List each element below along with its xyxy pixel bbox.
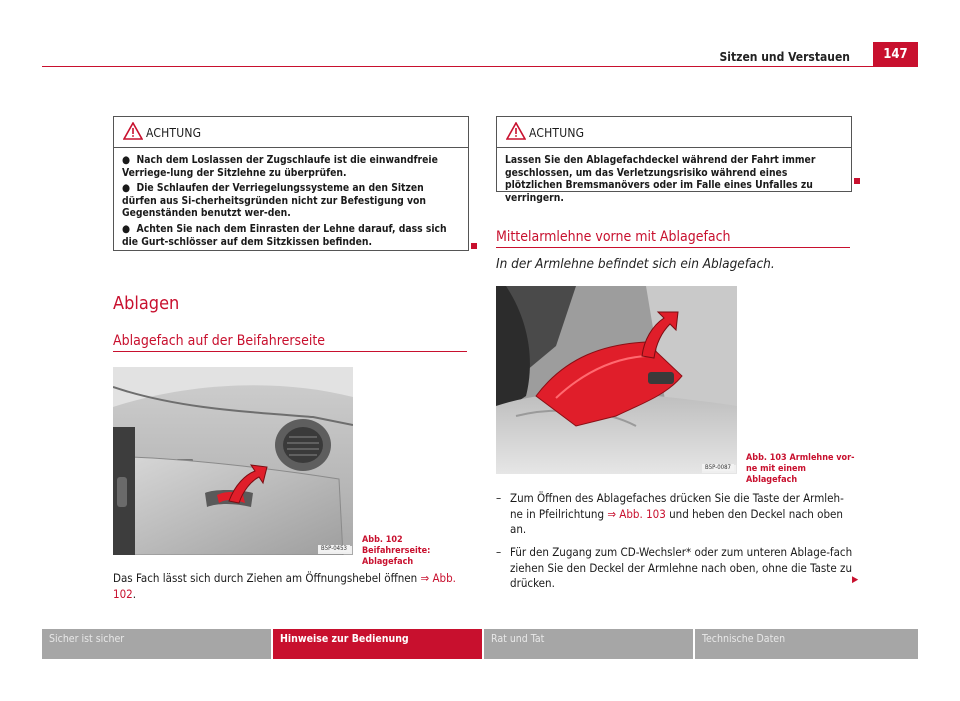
warning-header: [114, 117, 468, 148]
armrest-illustration: [496, 286, 737, 474]
footer-tab-safety[interactable]: Sicher ist sicher: [42, 629, 271, 659]
instruction-step: – Zum Öffnen des Ablagefaches drücken Sie die Taste der Armleh-ne in Pfeilrichtung ⇒ Abb. 103 und heben den Deckel nach oben an.: [496, 491, 844, 536]
warning-body: [114, 148, 468, 257]
warning-triangle-icon: [123, 122, 143, 140]
warning-triangle-icon: [506, 122, 526, 140]
warning-box-right: [496, 116, 852, 204]
section-end-mark: [854, 178, 860, 184]
header-rule: [42, 66, 918, 67]
warning-header: [497, 117, 851, 148]
figure-reference-link[interactable]: ⇒ Abb. 102: [113, 571, 456, 601]
subsection-rule: [496, 247, 850, 248]
footer-tab-technical-data[interactable]: Technische Daten: [695, 629, 918, 659]
continue-arrow-icon: ▶: [852, 575, 859, 585]
warning-box-left: [113, 116, 469, 251]
subsection-heading: Ablagefach auf der Beifahrerseite: [113, 333, 326, 349]
warning-item: ● Nach dem Loslassen der Zugschlaufe ist die einwandfreie Verriege-lung der Sitzlehne zu überprüfen.: [122, 154, 438, 179]
glovebox-figure: [113, 367, 353, 555]
warning-title: ACHTUNG: [529, 126, 585, 140]
subsection-rule: [113, 351, 467, 352]
glovebox-illustration: [113, 367, 353, 555]
figure-code: B5P-0087: [702, 464, 734, 471]
figure-caption: Abb. 103 Armlehne vor- ne mit einem Ablagefach: [746, 453, 855, 485]
section-heading: Ablagen: [113, 293, 180, 314]
warning-item: ● Achten Sie nach dem Einrasten der Lehne darauf, dass sich die Gurt-schlösser auf dem Sitzkissen befinden.: [122, 222, 447, 248]
figure-caption: Abb. 102 Beifahrerseite: Ablagefach: [362, 535, 431, 567]
section-end-mark: [471, 243, 477, 249]
page-section-title: Sitzen und Verstauen: [719, 50, 850, 64]
warning-item: ● Die Schlaufen der Verriegelungssysteme an den Sitzen dürfen aus Si-cherheitsgründen nicht zur Befestigung von Gegenständen benutzt wer-den.: [122, 182, 427, 220]
lead-text: In der Armlehne befindet sich ein Ablagefach.: [496, 256, 775, 272]
page-number: 147: [873, 42, 918, 66]
warning-body: Lassen Sie den Ablagefachdeckel während der Fahrt immer geschlossen, um das Verletzungsrisiko während eines plötzlichen Bremsmanövers oder im Falle eines Unfalles zu verringern.: [505, 154, 816, 204]
body-paragraph: Das Fach lässt sich durch Ziehen am Öffnungshebel öffnen ⇒ Abb. 102.: [113, 571, 456, 601]
instruction-step: – Für den Zugang zum CD-Wechsler* oder zum unteren Ablage-fach ziehen Sie den Deckel der Armlehne nach oben, ohne die Taste zu drücken.: [496, 545, 853, 590]
armrest-figure: [496, 286, 737, 474]
footer-tab-operation[interactable]: Hinweise zur Bedienung: [273, 629, 482, 659]
subsection-heading: Mittelarmlehne vorne mit Ablagefach: [496, 229, 731, 245]
figure-reference-link[interactable]: ⇒ Abb. 103: [607, 506, 666, 521]
warning-title: ACHTUNG: [146, 126, 202, 140]
figure-code: B5P-0453: [318, 545, 350, 552]
footer-tab-tips[interactable]: Rat und Tat: [484, 629, 693, 659]
